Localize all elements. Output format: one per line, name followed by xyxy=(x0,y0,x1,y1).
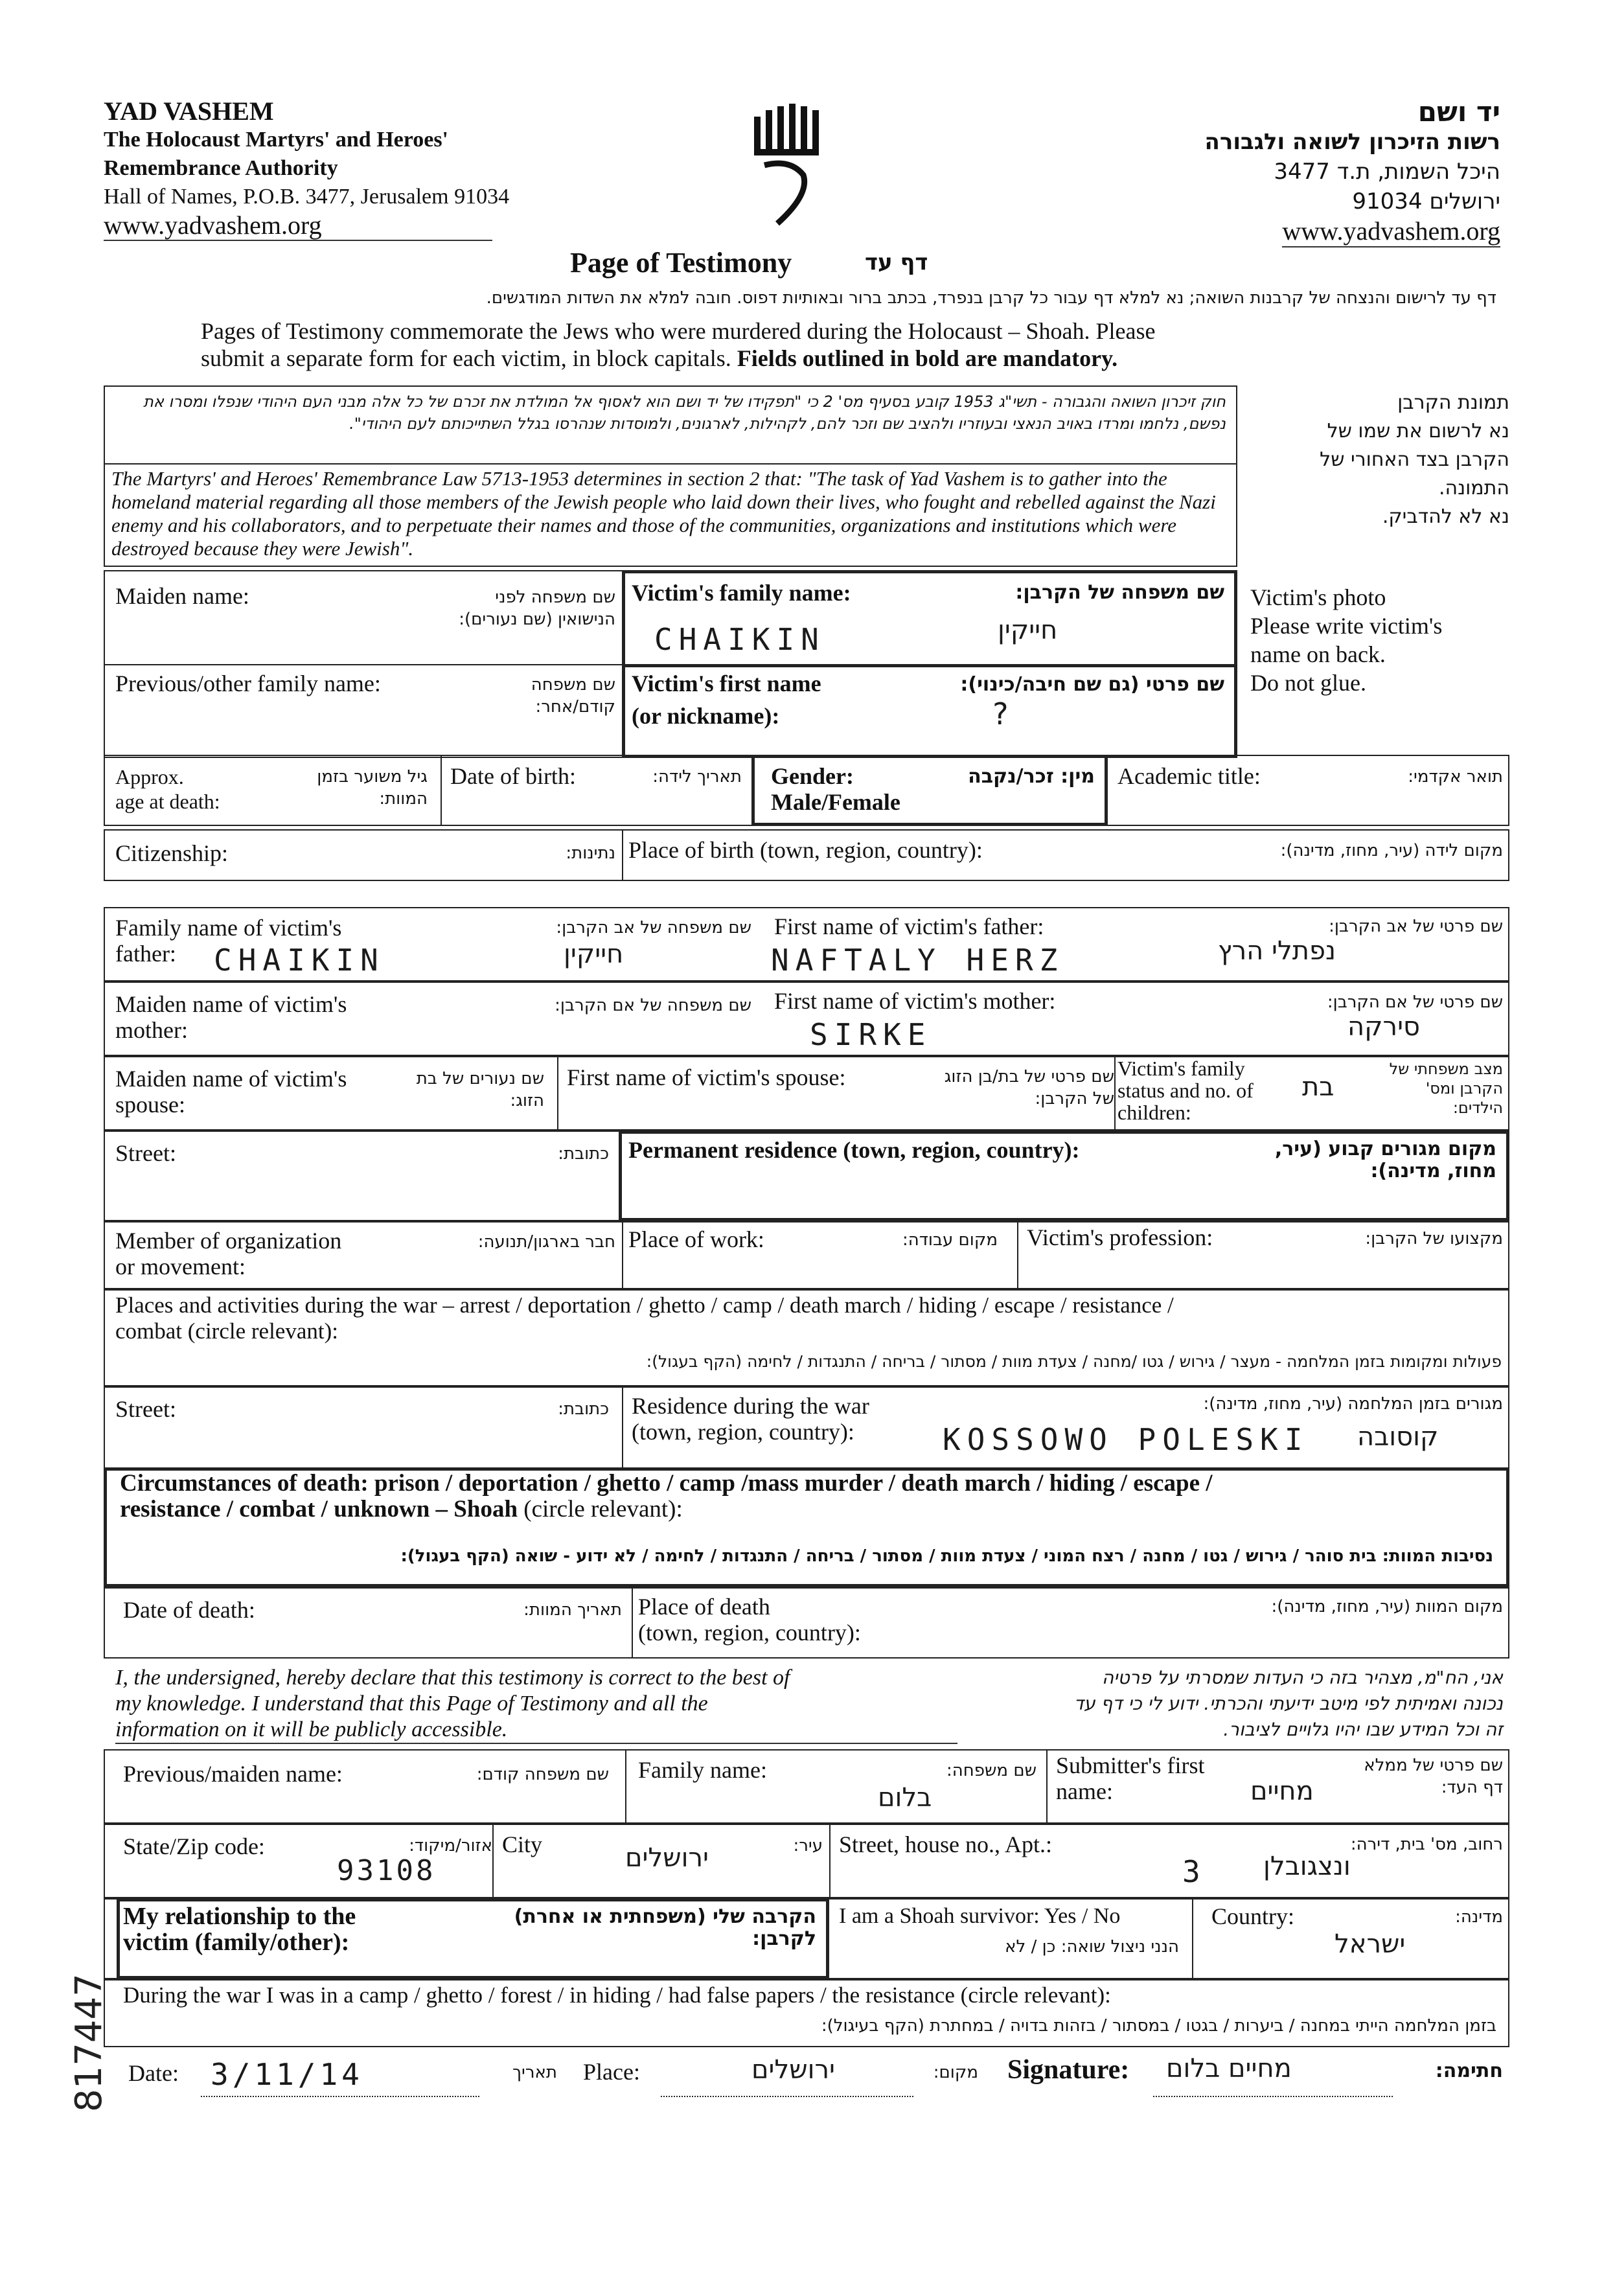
header-english xyxy=(104,97,622,241)
war-status-label-he: בזמן המלחמה הייתי במחנה / ביערות / בגטו / במסתור / בזהות בדויה / במחתרת (הקף בעיגול): xyxy=(821,2016,1496,2036)
declaration-he xyxy=(933,1665,1503,1743)
permanent-residence-label-he: מקום מגורים קבוע (עיר, מחוז, מדינה): xyxy=(1274,1138,1496,1182)
prev-maiden-label: Previous/maiden name: xyxy=(123,1761,343,1787)
mother-first-label: First name of victim's mother: xyxy=(774,988,1056,1014)
circumstances-label-3: (circle relevant): xyxy=(523,1496,683,1522)
death-place-label-2: (town, region, country): xyxy=(638,1620,861,1646)
father-family-label-2: father: xyxy=(115,941,176,967)
country-value[interactable]: ישראל xyxy=(1335,1929,1406,1959)
circumstances-label-2: resistance / combat / unknown – Shoah xyxy=(120,1496,518,1522)
spouse-maiden-label xyxy=(115,1066,347,1118)
photo-note-en-2: Please write victim's xyxy=(1250,613,1443,639)
father-first-value[interactable]: NAFTALY HERZ xyxy=(771,943,1064,978)
father-first-label-he: שם פרטי של אב הקרבן: xyxy=(1329,917,1503,936)
war-residence-value-he[interactable]: קוסובה xyxy=(1357,1422,1439,1452)
relationship-label xyxy=(123,1903,356,1955)
margin-number: 817447 xyxy=(68,1973,110,2112)
zip-label: State/Zip code: xyxy=(123,1833,265,1859)
photo-note-en xyxy=(1250,583,1509,697)
permanent-residence-label: Permanent residence (town, region, country): xyxy=(628,1137,1080,1163)
dob-label: Date of birth: xyxy=(450,763,576,789)
submitter-family-label: Family name: xyxy=(638,1757,767,1783)
circumstances-label-1: Circumstances of death: prison / deportation / ghetto / camp /mass murder / death march / hiding / escape / xyxy=(120,1470,1213,1497)
father-first-value-he[interactable]: נפתלי הרץ xyxy=(1218,936,1336,966)
profession-label-he: מקצועו של הקרבן: xyxy=(1365,1229,1503,1248)
work-label: Place of work: xyxy=(628,1226,764,1252)
first-name-value[interactable]: ? xyxy=(991,696,1016,731)
intro-line-1: Pages of Testimony commemorate the Jews who were murdered during the Holocaust – Shoah. Please xyxy=(201,318,1156,344)
family-name-value-he[interactable]: חייקין xyxy=(998,615,1058,645)
submitter-family-label-he: שם משפחה: xyxy=(946,1761,1037,1780)
submitter-family-value[interactable]: בלום xyxy=(878,1783,932,1813)
death-date-label-he: תאריך המוות: xyxy=(523,1600,622,1620)
declaration-en-1: I, the undersigned, hereby declare that this testimony is correct to the best of xyxy=(115,1666,790,1690)
law-english: The Martyrs' and Heroes' Remembrance Law 5713-1953 determines in section 2 that: "The task of Yad Vashem is to gather into the homeland material regarding all those members of the Jewish people who laid down their lives, who fought and rebelled against the Nazi enemy and his collaborators, and to perpetuate their names and those of the communities, organizations and institutions which were destroyed because they were Jewish". xyxy=(111,467,1216,560)
photo-note-he-3: הקרבן בצד האחורי של xyxy=(1320,448,1509,471)
url-en: www.yadvashem.org xyxy=(104,211,492,241)
place-label: Place: xyxy=(583,2059,640,2085)
relationship-label-he-2: לקרבן: xyxy=(752,1927,816,1950)
birthplace-label-he: מקום לידה (עיר, מחוז, מדינה): xyxy=(1280,841,1503,860)
submitter-street-value[interactable]: ונצגובלן xyxy=(1263,1852,1351,1881)
submitter-first-label-he-1: שם פרטי של ממלא xyxy=(1364,1756,1503,1775)
dob-label-he: תאריך לידה: xyxy=(652,767,742,786)
submitter-street-label: Street, house no., Apt.: xyxy=(839,1831,1052,1857)
mother-maiden-label-he: שם משפחה של אם הקרבן: xyxy=(555,996,751,1015)
law-box xyxy=(104,385,1237,567)
age-label-1: Approx. xyxy=(115,765,184,788)
father-family-value[interactable]: CHAIKIN xyxy=(214,943,385,978)
intro-bold: Fields outlined in bold are mandatory. xyxy=(737,345,1118,371)
circumstances-label xyxy=(120,1471,1493,1522)
submitter-first-label-he-2: דף העד: xyxy=(1441,1778,1503,1797)
activities-label-he: פעולות ומקומות בזמן המלחמה - מעצר / גירוש / גטו /מחנה / צעדת מוות / מסתור / בריחה / התנגדות / לחימה (הקף בעגול): xyxy=(646,1352,1502,1371)
submitter-street-label-he: רחוב, מס' בית, דירה: xyxy=(1350,1835,1503,1854)
signature-label: Signature: xyxy=(1007,2055,1130,2085)
father-family-label-1: Family name of victim's xyxy=(115,915,342,941)
submitter-first-label-2: name: xyxy=(1056,1778,1113,1804)
war-residence-label-1: Residence during the war xyxy=(632,1393,869,1419)
date-label-he: תאריך xyxy=(512,2063,557,2082)
war-residence-label xyxy=(632,1393,869,1445)
family-name-label-he: שם משפחה של הקרבן: xyxy=(1015,581,1224,604)
authority-line-2-en: Remembrance Authority xyxy=(104,156,338,180)
relationship-label-he-1: הקרבה שלי (משפחתית או אחרת) xyxy=(514,1905,816,1928)
organization-label-he: חבר בארגון/תנועה: xyxy=(477,1232,615,1252)
activities-label-1: Places and activities during the war – arrest / deportation / ghetto / camp / death march / hiding / escape / resistance / xyxy=(115,1292,1174,1318)
mother-maiden-label-2: mother: xyxy=(115,1017,188,1043)
country-label: Country: xyxy=(1211,1903,1295,1929)
family-status-label-2: status and no. of xyxy=(1117,1079,1254,1102)
declaration-he-2: נכונה ואמיתית לפי מיטב ידיעתי והכרתי. ידוע לי כי דף עד xyxy=(1073,1693,1503,1714)
mother-first-value-he[interactable]: סירקה xyxy=(1347,1012,1420,1042)
survivor-label[interactable]: I am a Shoah survivor: Yes / No xyxy=(839,1904,1121,1928)
street-label-he: כתובת: xyxy=(558,1144,609,1164)
father-family-label-he: שם משפחה של אב הקרבן: xyxy=(556,918,751,937)
spouse-maiden-label-2: spouse: xyxy=(115,1092,185,1118)
photo-note-en-3: name on back. xyxy=(1250,641,1386,667)
declaration-he-1: אני, הח"מ, מצהיר בזה כי העדות שמסרתי על פרטיה xyxy=(1102,1667,1503,1688)
spouse-first-label: First name of victim's spouse: xyxy=(567,1064,846,1090)
family-name-value[interactable]: CHAIKIN xyxy=(654,622,825,657)
place-label-he: מקום: xyxy=(933,2063,978,2082)
war-residence-label-he: מגורים בזמן המלחמה (עיר, מחוז, מדינה): xyxy=(1203,1394,1503,1414)
photo-note-he-1: תמונת הקרבן xyxy=(1397,391,1509,414)
city-label: City xyxy=(502,1831,543,1857)
spouse-maiden-label-1: Maiden name of victim's xyxy=(115,1066,347,1092)
survivor-label-he[interactable]: הנני ניצול שואה: כן / לא xyxy=(1005,1937,1179,1957)
death-date-label: Date of death: xyxy=(123,1597,255,1623)
citizenship-label-he: נתינות: xyxy=(566,844,615,863)
authority-line-1-en: The Holocaust Martyrs' and Heroes' xyxy=(104,128,448,152)
photo-note-he-2: נא לרשום את שמו של xyxy=(1327,420,1509,442)
submitter-first-label-1: Submitter's first xyxy=(1056,1752,1205,1778)
work-label-he: מקום עבודה: xyxy=(902,1230,998,1250)
circumstances-label-he: נסיבות המוות: בית סוהר / גירוש / גטו / מחנה / רצח המוני / צעדת מוות / מסתור / בריחה / התנגדות / לחימה / לא ידוע - שואה (הקף בעגול): xyxy=(400,1546,1493,1566)
father-first-label: First name of victim's father: xyxy=(774,913,1044,939)
signature-value[interactable]: מחיים בלום xyxy=(1166,2054,1292,2084)
date-value[interactable]: 3/11/14 xyxy=(211,2057,363,2092)
death-place-label-he: מקום המוות (עיר, מחוז, מדינה): xyxy=(1271,1597,1503,1616)
relationship-label-2: victim (family/other): xyxy=(123,1929,350,1956)
first-name-label-he: שם פרטי (גם שם חיבה/כינוי): xyxy=(960,673,1224,696)
org-name-he: יד ושם xyxy=(1417,96,1500,128)
academic-label-he: תואר אקדמי: xyxy=(1408,767,1503,786)
family-status-label-he: מצב משפחתי של הקרבן ומס' הילדים: xyxy=(1389,1060,1503,1117)
age-label xyxy=(115,764,220,814)
submitter-first-label xyxy=(1056,1752,1204,1804)
country-label-he: מדינה: xyxy=(1455,1907,1503,1927)
family-name-label: Victim's family name: xyxy=(632,580,851,606)
activities-label-2: combat (circle relevant): xyxy=(115,1318,338,1344)
prev-maiden-label-he: שם משפחה קודם: xyxy=(476,1765,609,1784)
mother-first-label-he: שם פרטי של אם הקרבן: xyxy=(1327,993,1503,1012)
previous-family-label-he: שם משפחה קודם/אחר: xyxy=(531,675,615,717)
declaration-en-3: information on it will be publicly accessible. xyxy=(115,1717,957,1744)
family-status-label-1: Victim's family xyxy=(1117,1057,1245,1080)
maiden-name-label-he: שם משפחה לפני הנישואין (שם נעורים): xyxy=(459,588,615,629)
photo-note-en-1: Victim's photo xyxy=(1250,584,1386,610)
address-en: Hall of Names, P.O.B. 3477, Jerusalem 91034 xyxy=(104,185,510,209)
war-residence-label-2: (town, region, country): xyxy=(632,1419,854,1445)
intro-line-2: submit a separate form for each victim, in block capitals. xyxy=(201,345,731,371)
organization-label-2: or movement: xyxy=(115,1254,246,1280)
first-name-label-1: Victim's first name xyxy=(632,671,821,696)
death-place-label-1: Place of death xyxy=(638,1594,770,1620)
war-residence-value[interactable]: KOSSOWO POLESKI xyxy=(943,1422,1309,1457)
submitter-first-value[interactable]: מחיים xyxy=(1250,1776,1314,1806)
date-label: Date: xyxy=(128,2060,179,2086)
relationship-label-he xyxy=(453,1906,816,1950)
place-value[interactable]: ירושלים xyxy=(751,2055,835,2085)
family-status-value[interactable]: בת xyxy=(1302,1072,1335,1102)
spouse-first-label-he: שם פרטי של בת/בן הזוג של הקרבן: xyxy=(944,1067,1114,1108)
zip-label-he: אזור/מיקוד: xyxy=(409,1836,492,1855)
gender-label xyxy=(771,763,900,815)
death-place-label xyxy=(638,1594,861,1646)
gender-label-he: מין: זכר/נקבה xyxy=(968,765,1095,788)
declaration-en xyxy=(115,1665,957,1744)
profession-label: Victim's profession: xyxy=(1027,1224,1213,1250)
mother-maiden-label xyxy=(115,991,347,1043)
relationship-label-1: My relationship to the xyxy=(123,1903,356,1930)
war-status-label: During the war I was in a camp / ghetto / forest / in hiding / had false papers / the resistance (circle relevant): xyxy=(123,1982,1111,2008)
family-status-label xyxy=(1117,1057,1254,1123)
first-name-label xyxy=(632,671,821,696)
birthplace-label: Place of birth (town, region, country): xyxy=(628,837,983,863)
academic-label: Academic title: xyxy=(1117,763,1261,789)
city-value[interactable]: ירושלים xyxy=(625,1843,709,1873)
gender-label-1: Gender: xyxy=(771,763,854,789)
previous-family-label: Previous/other family name: xyxy=(115,671,381,696)
father-family-value-he[interactable]: חייקין xyxy=(564,939,624,969)
declaration-he-3: זה וכל המידע שבו יהיו גלויים לציבור. xyxy=(1223,1719,1503,1740)
first-name-label-2: (or nickname): xyxy=(632,703,780,729)
url-he: www.yadvashem.org xyxy=(1282,216,1500,247)
citizenship-label: Citizenship: xyxy=(115,840,228,866)
authority-he: רשות הזיכרון לשואה ולגבורה xyxy=(1204,129,1500,155)
war-street-label: Street: xyxy=(115,1396,176,1422)
menorah-logo-icon xyxy=(751,104,829,227)
photo-note-he xyxy=(1250,389,1509,531)
signature-label-he: חתימה: xyxy=(1435,2060,1503,2082)
family-status-label-3: children: xyxy=(1117,1101,1191,1124)
war-street-label-he: כתובת: xyxy=(558,1399,609,1419)
org-name-en: YAD VASHEM xyxy=(104,97,274,126)
mother-maiden-label-1: Maiden name of victim's xyxy=(115,991,347,1017)
gender-label-2: Male/Female xyxy=(771,789,900,815)
photo-note-he-5: נא לא להדביק. xyxy=(1382,505,1509,528)
intro-english xyxy=(201,317,1432,372)
address-he-1: היכל השמות, ת.ד 3477 xyxy=(1274,159,1500,185)
submitter-first-label-he xyxy=(1347,1754,1503,1798)
page-title: Page of Testimony xyxy=(570,247,792,279)
intro-hebrew: דף עד לרישום והנצחה של קרבנות השואה; נא למלא דף עבור כל קרבן בנפרד, בכתב ברור ובאותיות דפוס. חובה למלא את השדות המודגשים. xyxy=(486,288,1496,308)
submitter-street-no[interactable]: 3 xyxy=(1182,1854,1207,1889)
maiden-name-label: Maiden name: xyxy=(115,583,249,609)
page-title-he: דף עד xyxy=(865,249,928,275)
spouse-maiden-label-he: שם נעורים של בת הזוג: xyxy=(416,1069,544,1110)
age-label-2: age at death: xyxy=(115,790,220,813)
mother-first-value[interactable]: SIRKE xyxy=(810,1017,932,1052)
organization-label xyxy=(115,1228,341,1280)
age-label-he: גיל משוער בזמן המוות: xyxy=(317,767,428,809)
activities-label xyxy=(115,1292,1502,1344)
street-label: Street: xyxy=(115,1140,176,1166)
address-he-2: ירושלים 91034 xyxy=(1352,189,1500,214)
law-hebrew: חוק זיכרון השואה והגבורה - תשי"ג 1953 קובע בסעיף מס' 2 כי "תפקידו של יד ושם הוא לאסוף אל המולדת את זכרם של כל אלה מבני העם היהודי שנפלו ומסרו את נפשם, נלחמו ומרדו באויב הנאצי ובעוזריו ולהציב שם וזכר להם, לקהילות, לארגונים, ולמוסדות שנהרסו בגלל השתייכותם לעם היהודי". xyxy=(143,393,1226,433)
city-label-he: עיר: xyxy=(793,1836,823,1855)
organization-label-1: Member of organization xyxy=(115,1228,342,1254)
zip-value[interactable]: 93108 xyxy=(337,1854,436,1887)
photo-note-he-4: התמונה. xyxy=(1438,477,1509,499)
header-hebrew xyxy=(982,97,1500,247)
declaration-en-2: my knowledge. I understand that this Page of Testimony and all the xyxy=(115,1692,708,1716)
photo-note-en-4: Do not glue. xyxy=(1250,670,1366,696)
